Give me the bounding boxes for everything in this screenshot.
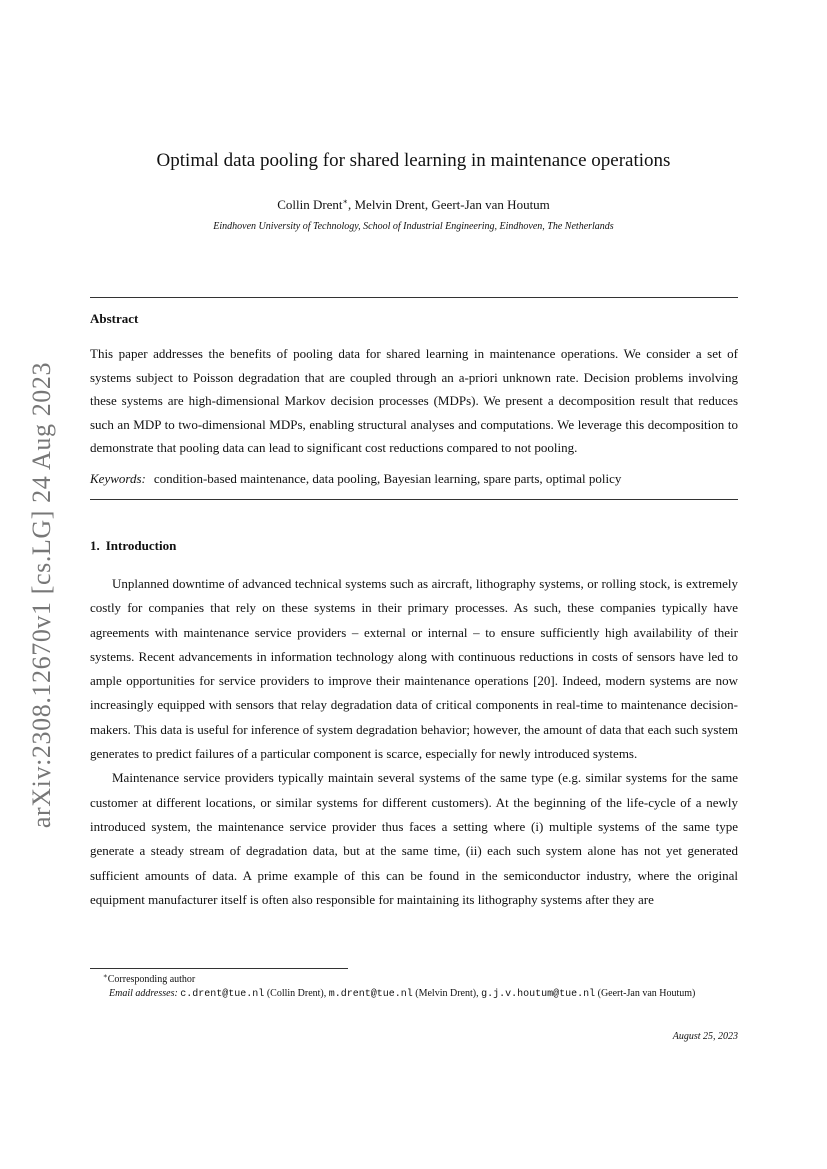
author-names-rest: , Melvin Drent, Geert-Jan van Houtum [347,197,550,212]
section-heading [90,538,176,554]
arxiv-side-stamp [17,330,67,860]
email-label: Email addresses: [109,988,178,999]
corresponding-author-mark: ∗ [342,197,348,206]
footnote-mark: ∗ [103,972,108,980]
email-owner-1: (Collin Drent), [264,988,329,999]
arxiv-id-text: arXiv:2308.12670v1 [cs.LG] 24 Aug 2023 [27,361,57,829]
affiliation: Eindhoven University of Technology, School of Industrial Engineering, Eindhoven, The Netherlands [213,221,614,232]
author-line [0,197,827,213]
keywords-label: Keywords: [90,471,146,486]
abstract-heading: Abstract [90,311,139,326]
footnote-emails [109,988,695,1000]
email-link-2[interactable]: m.drent@tue.nl [328,989,413,1000]
footnote-corresponding-text: Corresponding author [107,974,196,985]
paper-title: Optimal data pooling for shared learning in maintenance operations [156,150,671,171]
email-owner-2: (Melvin Drent), [412,988,482,999]
email-link-3[interactable]: g.j.v.houtum@tue.nl [481,989,596,1000]
section-number: 1. [90,538,100,553]
keywords-line [90,467,738,490]
abstract-top-rule [90,297,738,298]
abstract-text: This paper addresses the benefits of pooling data for shared learning in maintenance operations. We consider a set of systems subject to Poisson degradation that are coupled through an a-priori unknown rate. Decision problems involving these systems are high-dimensional Markov decision processes (MDPs). We present a decomposition result that reduces such an MDP to two-dimensional MDPs, enabling structural analyses and computations. We leverage this decomposition to demonstrate that pooling data can lead to significant cost reductions compared to not pooling. [90,346,738,456]
preprint-date: August 25, 2023 [672,1031,738,1042]
intro-paragraph-1: Unplanned downtime of advanced technical systems such as aircraft, lithography systems, or rolling stock, is extremely costly for companies that rely on these systems in their primary processes. As such, these companies typically have agreements with maintenance service providers – external or internal – to ensure sufficiently high availability of their systems. Recent advancements in information technology along with continuous reductions in costs of sensors have led to ample opportunities for service providers to improve their maintenance operations [20]. Indeed, modern systems are now increasingly equipped with sensors that relay degradation data of critical components in real-time to maintenance decision-makers. This data is useful for inference of system degradation behavior; however, the amount of data that each such system generates to predict failures of a particular component is scarce, especially for newly introduced systems. [90,576,738,762]
introduction-body [90,572,738,912]
footnote-corresponding [103,972,195,985]
author-name-1: Collin Drent [277,197,343,212]
email-link-1[interactable]: c.drent@tue.nl [180,989,265,1000]
intro-paragraph-2: Maintenance service providers typically maintain several systems of the same type (e.g. similar systems for the same customer at different locations, or similar systems for different customers). At the beginning of the life-cycle of a newly introduced system, the maintenance service provider thus faces a setting where (i) multiple systems of the same type generate a steady stream of degradation data, but at the same time, (ii) each such system alone has not yet generated sufficient amounts of data. A prime example of this can be found in the semiconductor industry, where the original equipment manufacturer itself is often also responsible for maintaining its lithography systems after they are [90,770,738,907]
keywords-list: condition-based maintenance, data pooling, Bayesian learning, spare parts, optimal policy [153,471,622,486]
footnote-rule [90,968,348,969]
email-owner-3: (Geert-Jan van Houtum) [595,988,696,999]
abstract-bottom-rule [90,499,738,500]
section-title: Introduction [105,538,177,553]
